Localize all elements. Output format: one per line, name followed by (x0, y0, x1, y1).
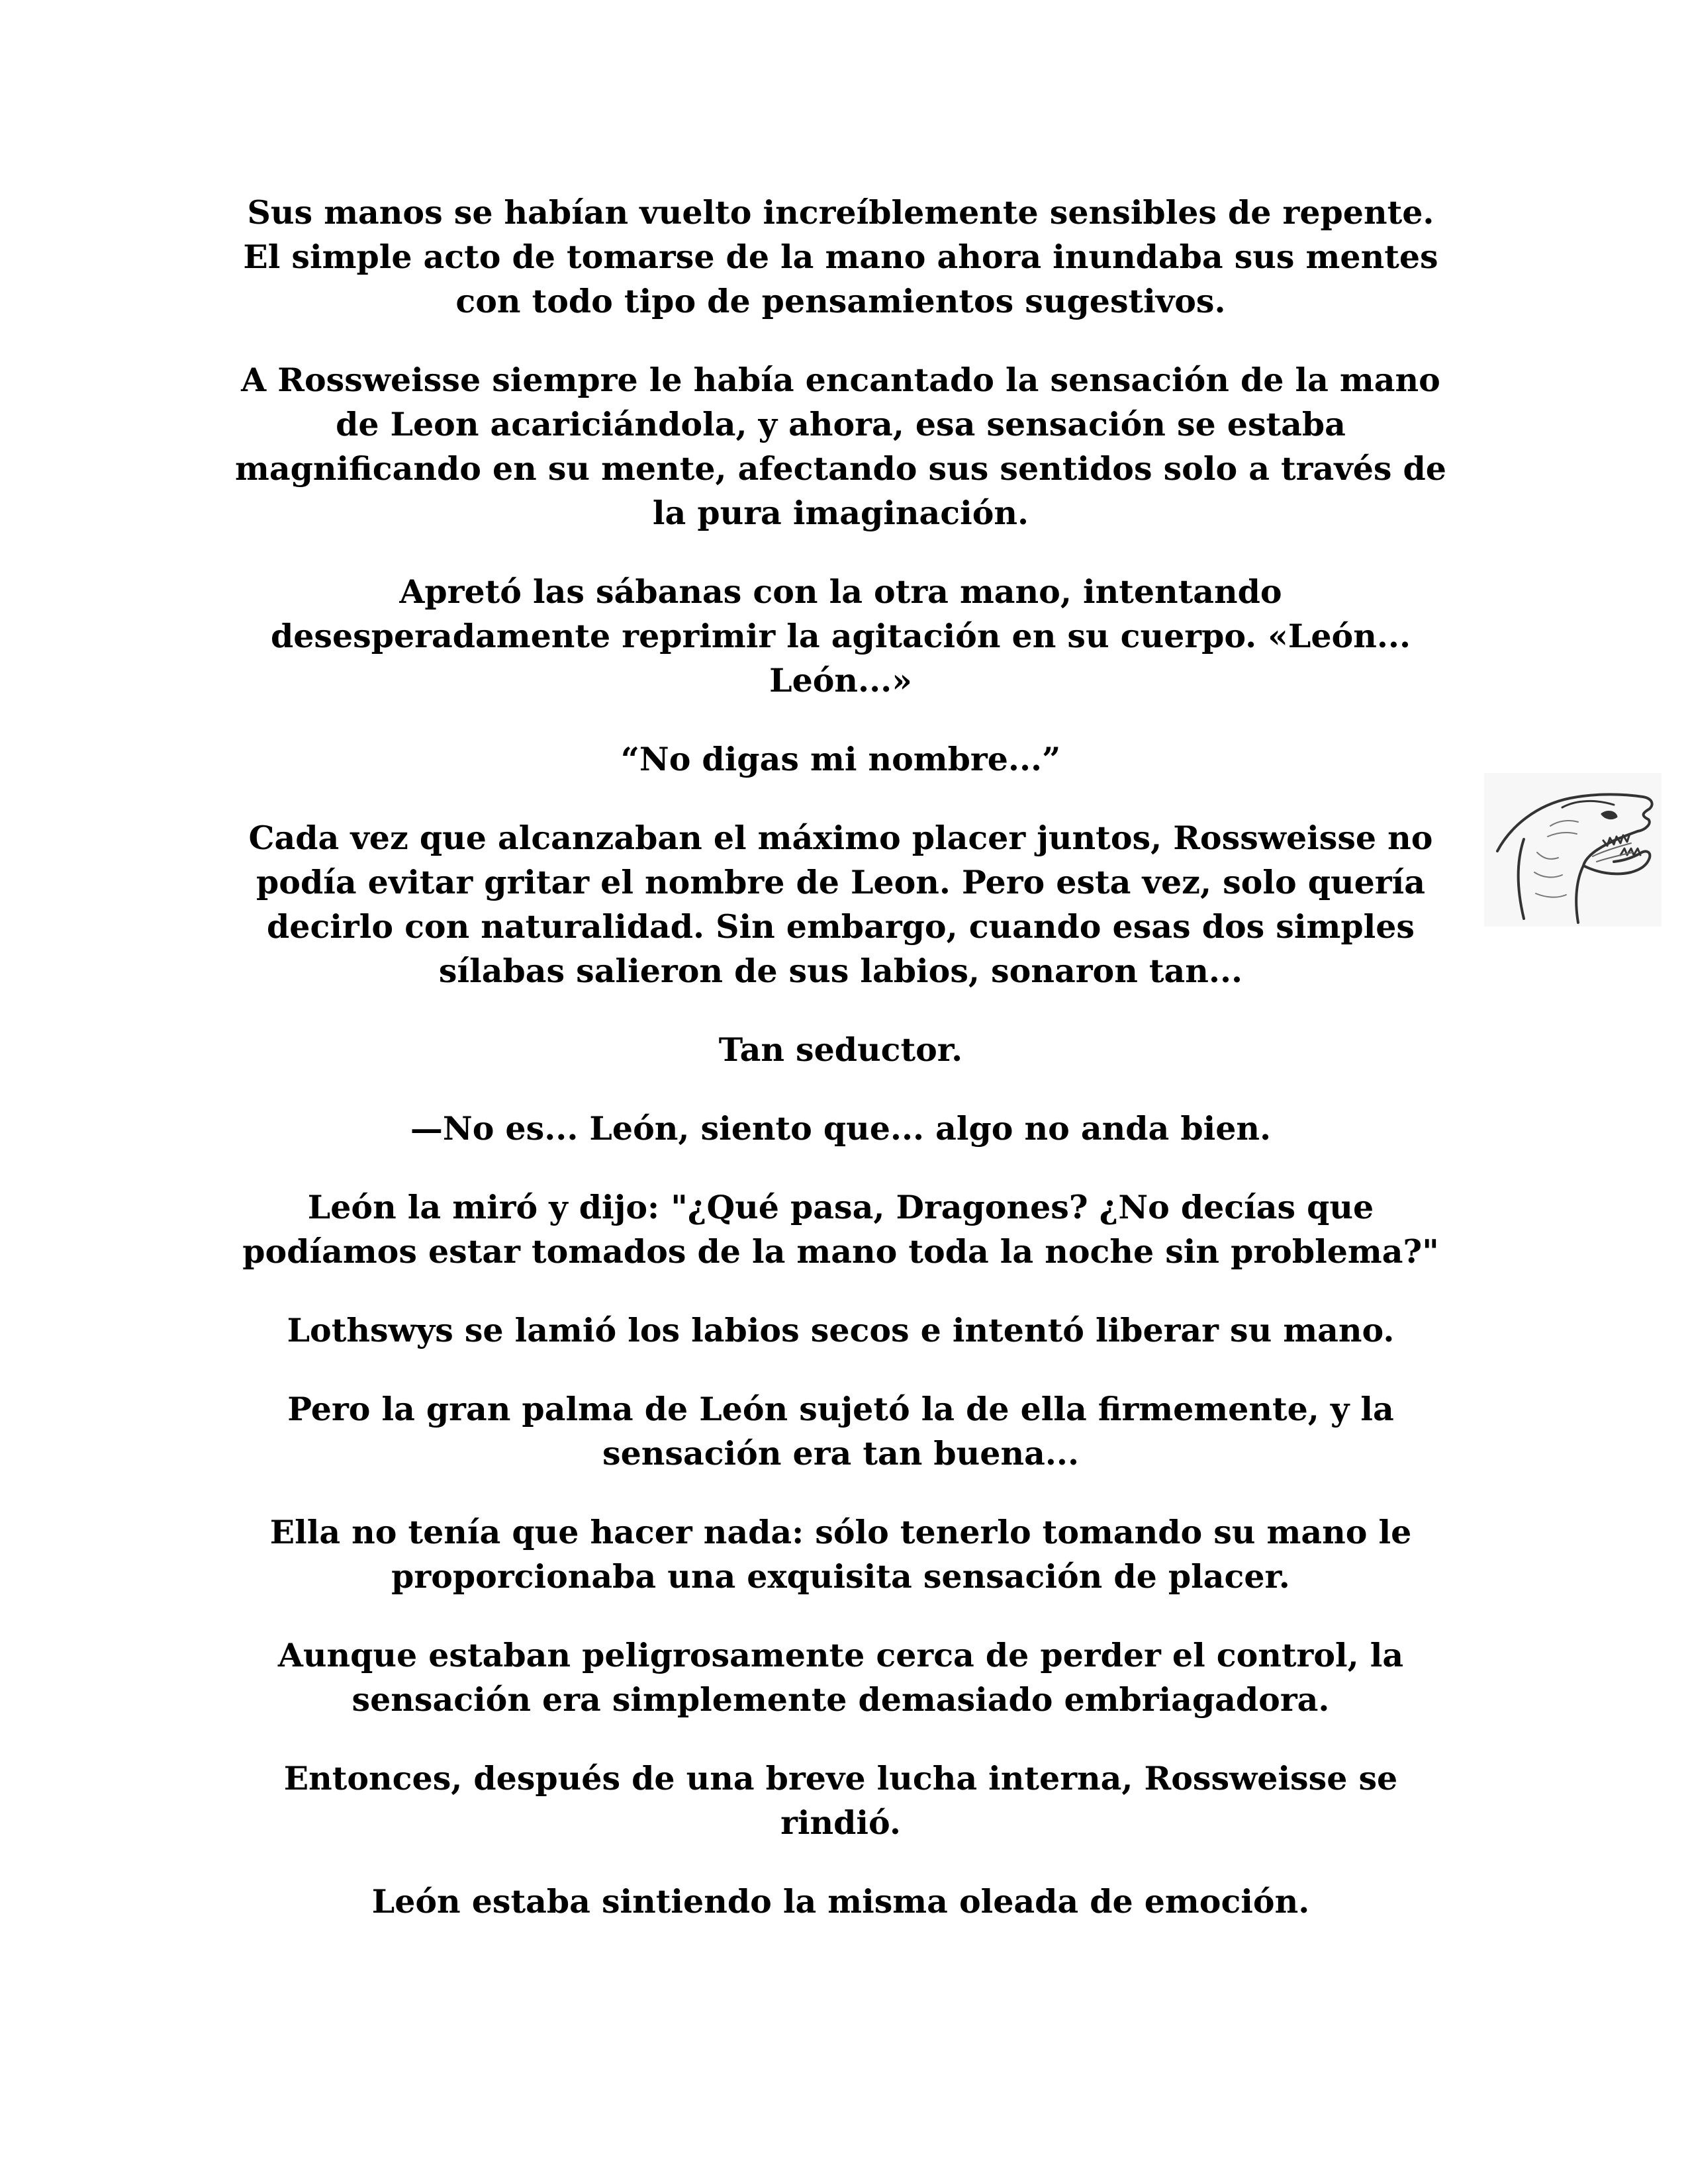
paragraph: León la miró y dijo: "¿Qué pasa, Dragones? ¿No decías que podíamos estar tomados de la mano toda la noche sin problema?" (242, 1188, 1439, 1271)
paragraph: Apretó las sábanas con la otra mano, intentando desesperadamente reprimir la agitación en su cuerpo. «León... León...» (270, 572, 1411, 700)
paragraph: —No es... León, siento que... algo no anda bien. (410, 1109, 1272, 1148)
paragraph: Ella no tenía que hacer nada: sólo tenerlo tomando su mano le proporcionaba una exquisita sensación de placer. (269, 1513, 1412, 1596)
paragraph: “No digas mi nombre...” (620, 740, 1061, 778)
document-body (225, 191, 1456, 1958)
paragraph: León estaba sintiendo la misma oleada de emoción. (371, 1882, 1310, 1921)
paragraph: Lothswys se lamió los labios secos e intentó liberar su mano. (287, 1311, 1395, 1349)
paragraph: Sus manos se habían vuelto increíblemente sensibles de repente. El simple acto de tomarse de la mano ahora inundaba sus mentes con todo tipo de pensamientos sugestivos. (243, 193, 1438, 320)
paragraph: Cada vez que alcanzaban el máximo placer juntos, Rossweisse no podía evitar gritar el nombre de Leon. Pero esta vez, solo quería decirlo con naturalidad. Sin embargo, cuando esas dos simples sílabas salieron de sus labios, sonaron tan... (248, 819, 1433, 990)
dinosaur-head-icon (1484, 773, 1662, 927)
paragraph: A Rossweisse siempre le había encantado la sensación de la mano de Leon acariciándola, y ahora, esa sensación se estaba magnificando en su mente, afectando sus sentidos solo a través de la pura imaginación. (235, 361, 1446, 532)
paragraph: Entonces, después de una breve lucha interna, Rossweisse se rindió. (283, 1759, 1398, 1842)
paragraph: Aunque estaban peligrosamente cerca de perder el control, la sensación era simplemente demasiado embriagadora. (277, 1636, 1404, 1719)
paragraph: Tan seductor. (718, 1030, 963, 1069)
paragraph: Pero la gran palma de León sujetó la de ella firmemente, y la sensación era tan buena... (287, 1390, 1394, 1473)
